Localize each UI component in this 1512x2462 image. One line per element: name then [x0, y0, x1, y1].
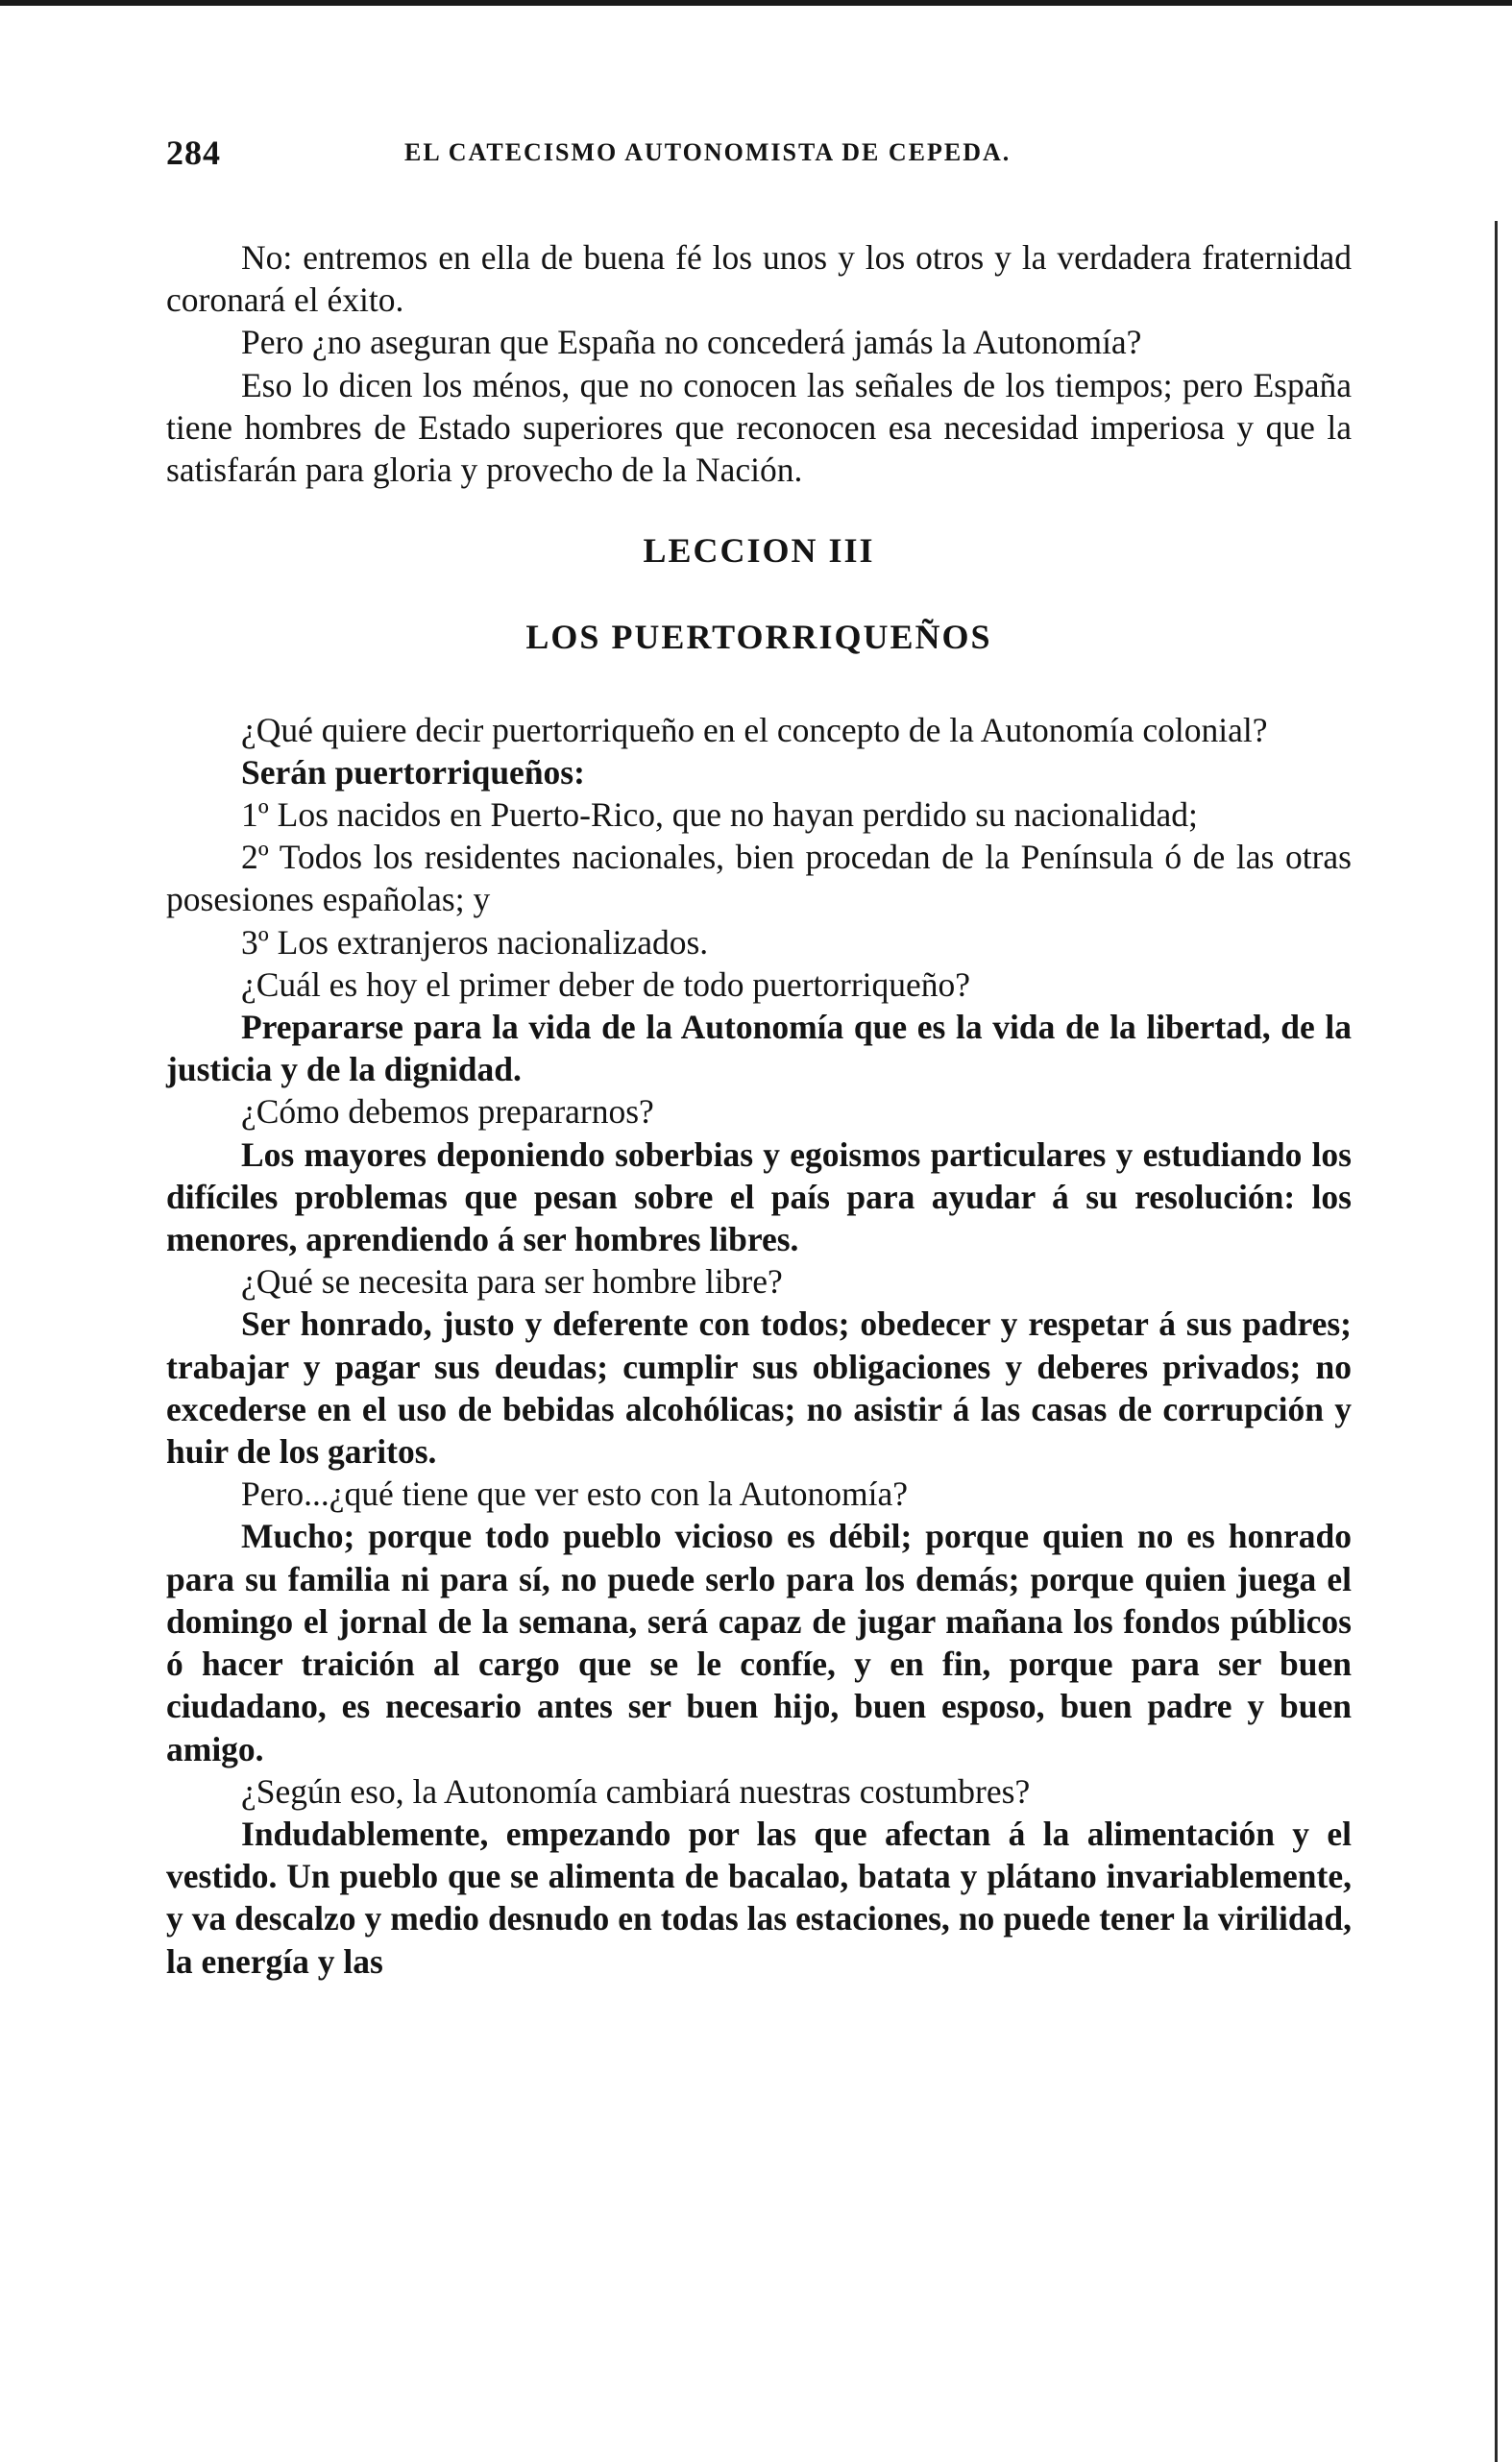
book-page	[166, 133, 1352, 1983]
right-edge-rule	[1495, 221, 1498, 2462]
list-item: 1º Los nacidos en Puerto-Rico, que no hayan perdido su nacionalidad;	[241, 795, 1198, 835]
page-text	[166, 236, 1352, 1983]
paragraph-answer-estado: Eso lo dicen los ménos, que no conocen las señales de los tiempos; pero España tiene hombres de Estado superiores que reconocen esa necesidad imperiosa y que la satisfarán para gloria y provecho de la Nación.	[166, 365, 1352, 490]
top-edge-rule	[0, 0, 1512, 6]
lesson-subheading: LOS PUERTORRIQUEÑOS	[525, 618, 992, 657]
paragraph-question-espana: Pero ¿no aseguran que España no concederá jamás la Autonomía?	[241, 323, 1142, 362]
answer-intro: Serán puertorriqueños:	[241, 752, 585, 792]
answer-paragraph: Mucho; porque todo pueblo vicioso es débil; porque quien no es honrado para su familia ni para sí, no puede serlo para los demás; porque quien juega el domingo el jornal de la semana, será capaz de jugar mañana los fondos públicos ó hacer traición al cargo que se le confíe, y en fin, porque para ser buen ciudadano, es necesario antes ser buen hijo, buen esposo, buen padre y buen amigo.	[166, 1517, 1352, 1768]
lesson-heading: LECCION III	[643, 531, 875, 571]
answer-paragraph: Prepararse para la vida de la Autonomía que es la vida de la libertad, de la justicia y de la dignidad.	[166, 1008, 1352, 1089]
paragraph-fraternidad: No: entremos en ella de buena fé los unos y los otros y la verdadera fraternidad coronará el éxito.	[166, 238, 1352, 320]
question-paragraph: ¿Cuál es hoy el primer deber de todo puertorriqueño?	[241, 964, 971, 1004]
list-item: 2º Todos los residentes nacionales, bien procedan de la Península ó de las otras posesiones españolas; y	[166, 838, 1352, 919]
question-paragraph: ¿Qué quiere decir puertorriqueño en el concepto de la Autonomía colonial?	[241, 710, 1268, 749]
running-head	[166, 133, 1352, 183]
question-paragraph: ¿Según eso, la Autonomía cambiará nuestras costumbres?	[241, 1771, 1031, 1811]
list-item: 3º Los extranjeros nacionalizados.	[241, 922, 709, 962]
answer-paragraph: Indudablemente, empezando por las que afectan á la alimentación y el vestido. Un pueblo que se alimenta de bacalao, batata y plátano invariablemente, y va descalzo y medio desnudo en todas las estaciones, no puede tener la virilidad, la energía y las	[166, 1814, 1352, 1981]
question-paragraph: ¿Qué se necesita para ser hombre libre?	[241, 1262, 783, 1302]
answer-paragraph: Los mayores deponiendo soberbias y egoismos particulares y estudiando los difíciles problemas que pesan sobre el país para ayudar á su resolución: los menores, aprendiendo á ser hombres libres.	[166, 1134, 1352, 1259]
answer-paragraph: Ser honrado, justo y deferente con todos; obedecer y respetar á sus padres; trabajar y pagar sus deudas; cumplir sus obligaciones y deberes privados; no excederse en el uso de bebidas alcohólicas; no asistir á las casas de corrupción y huir de los garitos.	[166, 1304, 1352, 1472]
page-number: 284	[166, 134, 221, 172]
running-title: EL CATECISMO AUTONOMISTA DE CEPEDA.	[404, 138, 1012, 166]
question-paragraph: ¿Cómo debemos prepararnos?	[241, 1092, 654, 1132]
question-paragraph: Pero...¿qué tiene que ver esto con la Autonomía?	[241, 1475, 909, 1514]
